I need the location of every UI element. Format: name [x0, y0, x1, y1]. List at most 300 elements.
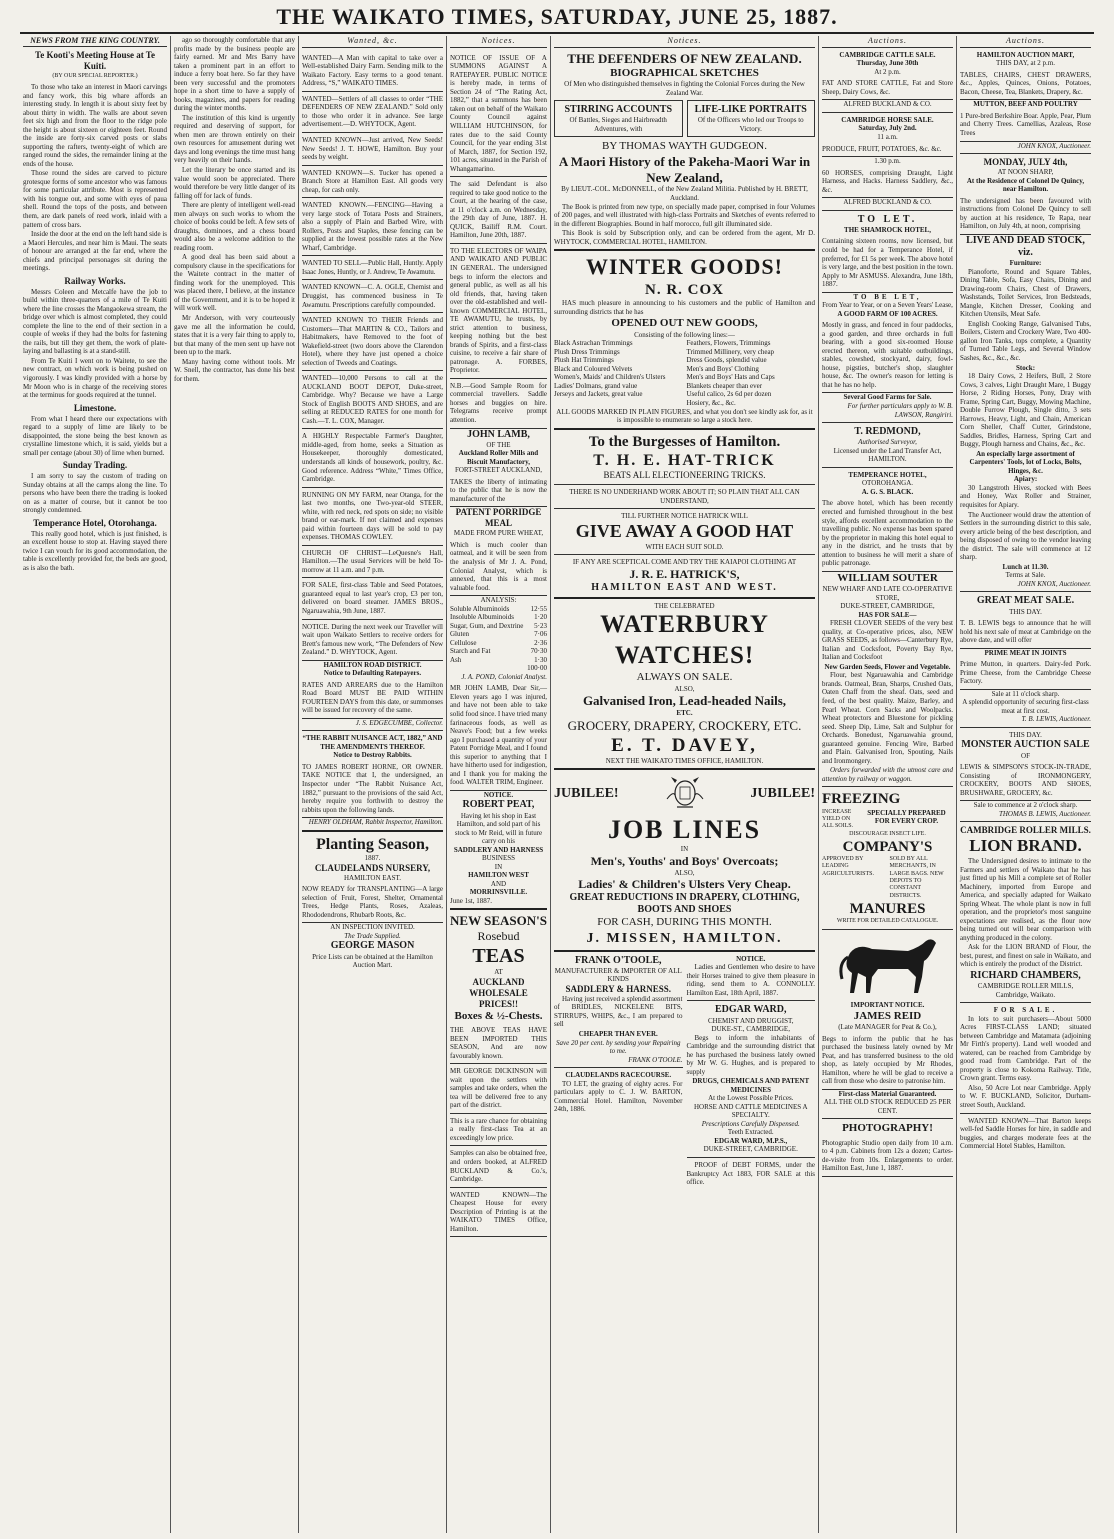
monday-date: MONDAY, JULY 4th,: [983, 157, 1068, 168]
patent-subtitle: MADE FROM PURE WHEAT,: [453, 529, 544, 538]
analysis-label: Gluten: [450, 630, 470, 639]
rabbit-notice-body: TO JAMES ROBERT HORNE, OR OWNER. TAKE NOTICE that I, the undersigned, an Inspector under “The Rabbit Nuisance Act, 1882,” pursuant to the provisions of the said Act, hereby require you forthwith to destroy the rabbits upon the following lands.: [302, 760, 443, 818]
analysis-label: Sugar, Gum, and Dextrine: [450, 621, 524, 630]
otoole-signature: FRANK O'TOOLE.: [628, 1055, 683, 1064]
cox-item: Women's, Maids' and Children's Ulsters: [554, 373, 666, 382]
knox-signature: JOHN KNOX, Auctioneer.: [1017, 141, 1091, 150]
knox-signature-2: JOHN KNOX, Auctioneer.: [1017, 579, 1091, 588]
overcoats-line: Men's, Youths' and Boys' Overcoats;: [590, 854, 779, 869]
notice-signature: J. S. EDGECUMBE, Collector.: [355, 718, 443, 727]
wanted-ad: WANTED—Settlers of all classes to order “THE DEFENDERS OF NEW ZEALAND.” Sold only to those who order it in advance. See large advertisement.—D. WHYTOCK, Agent.: [302, 92, 443, 133]
rabbit-notice-signature: HENRY OLDHAM, Rabbit Inspector, Hamilton.: [308, 818, 443, 827]
notice-connolly-body: Ladies and Gentlemen who desire to have their Horses trained to give them pleasure in riding, send them to A. CONNOLLY. Hamilton East, 18th April, 1887.: [686, 963, 815, 997]
masthead-rule: [20, 32, 1094, 34]
notice-connolly-title: NOTICE.: [736, 954, 766, 963]
planting-year: 1887.: [364, 854, 381, 863]
wanted-ad: WANTED—A Man with capital to take over a Well-established Dairy Farm. Sending milk to the Waikato Factory. Easy terms to a good tenant. Address, “S,” WAIKATO TIMES.: [302, 51, 443, 92]
author-line: BY THOMAS WAYTH GUDGEON.: [601, 140, 767, 153]
wanted-ad: WANTED—10,000 Persons to call at the AUCKLAND BOOT DEPOT, Duke-street, Cambridge. Why? Because we have a Large Stock of English BOOTS AND SHOES, and are selling at REDUCED RATES for one month for Cash.—T. L. COX, Manager.: [302, 371, 443, 429]
analysis-value: 7·06: [534, 630, 547, 639]
analysis-label: Soluble Albuminoids: [450, 604, 510, 613]
ward-prescriptions: Prescriptions Carefully Dispensed.: [701, 1119, 800, 1128]
cox-item: Blankets cheaper than ever: [686, 381, 763, 390]
column-auctions-left: [818, 36, 956, 1533]
peat-place-morrinsville: MORRINSVILLE.: [469, 888, 528, 897]
article-paragraph: ago so thoroughly comfortable that any profits made by the business people are fairly earned. Mr and Mrs Barry have taken a prominent part in an effort to induce a ferry boat here. So far they have been very successful and the promoters hope in a short time to have a supply of books, magazines, and papers for reading during the winter months.: [174, 36, 295, 113]
wanted-ads-list: [302, 51, 443, 661]
horse-sale-time: 11 a.m.: [877, 133, 898, 141]
patent-body: Which is much cooler than oatmeal, and it will be seen from the analysis of Mr J. A. Pond, Colonial Analyst, which is annexed, that this is a most valuable food.: [450, 538, 547, 596]
wanted-ad: WANTED KNOWN TO THEIR Friends and Customers—That MARTIN & CO., Tailors and Habitmakers, have Removed to the foot of Wakefield-street (two doors above the Clarendon Hotel), where they have just opened a choice selection of Tweeds and Coatings.: [302, 313, 443, 371]
discourage-insect: DISCOURAGE INSECT LIFE.: [849, 830, 926, 837]
hattrick-sceptical: IF ANY ARE SCEPTICAL COME AND TRY THE KAIAPOI CLOTHING AT: [572, 558, 797, 567]
cox-item: Plush Dress Trimmings: [554, 347, 620, 356]
several-farms: Several Good Farms for Sale.: [843, 393, 932, 402]
debt-forms: PROOF of DEBT FORMS, under the Bankruptcy Act 1883, FOR SALE at this office.: [686, 1161, 815, 1187]
otoole-cheaper: CHEAPER THAN EVER.: [578, 1030, 658, 1038]
teas-at: AT: [494, 968, 503, 977]
lamb-of: OF THE: [486, 440, 511, 449]
live-dead-stock: LIVE AND DEAD STOCK, viz.: [966, 234, 1085, 258]
stirring-accounts-sub: Of Battles, Sieges and Hairbreadth Adventures, with: [569, 116, 667, 133]
important-notice: IMPORTANT NOTICE.: [850, 1001, 925, 1010]
this-day: THIS DAY.: [1009, 730, 1042, 739]
wanted-ad: WANTED TO SELL—Public Hall, Huntly. Apply Isaac Jones, Huntly, or J. Andrew, Te Awamutu.: [302, 256, 443, 280]
missen-name: J. MISSEN, HAMILTON.: [586, 930, 783, 946]
article-paragraph: The institution of this kind is urgently required and deserving of support, for when men are thrown entirely on their own resources for amusement during wet days and long evenings the time must hang very heavily on their hands.: [174, 113, 295, 165]
cox-list-right: [687, 339, 816, 407]
notice-ad: NOTICE OF ISSUE OF A SUMMONS AGAINST A RATEPAYER. PUBLIC NOTICE is hereby made, in terms of Section 24 of “The Rating Act, 1882,” that a summons has been taken out on behalf of the Waikato County Council against WILLIAM HUTCHINSON, for rates due to the said County Council, for the year ending 31st of March, 1887, for Section 192, 101 acres, situated in the Parish of Whangamarino.: [450, 51, 547, 177]
lamb-business: Auckland Roller Mills and Biscuit Manufactory,: [458, 449, 539, 466]
hattrick-beats: BEATS ALL ELECTIONEERING TRICKS.: [603, 470, 766, 481]
cattle-sale-time: At 2 p.m.: [874, 67, 901, 76]
horse-sale-time-2: 1.30 p.m.: [874, 157, 901, 166]
chambers-subtitle: CAMBRIDGE ROLLER MILLS,: [977, 982, 1074, 991]
analysis-value: 2·36: [534, 638, 547, 647]
freezing-sub: SPECIALLY PREPARED FOR EVERY CROP.: [867, 808, 946, 826]
analysis-table: [450, 605, 547, 665]
analysis-total: 100·00: [527, 664, 547, 673]
wanted-ad: WANTED KNOWN—Just arrived, New Seeds! New Seeds! J. T. HOWE, Hamilton. Buy your seeds by weight.: [302, 133, 443, 166]
cox-name: N. R. COX: [645, 282, 724, 298]
residence-title: At the Residence of Colonel De Quincy, near Hamilton.: [966, 176, 1085, 194]
crest-emblem-icon: [663, 773, 707, 814]
peat-trade: SADDLERY AND HARNESS: [453, 845, 544, 854]
racecourse-title: CLAUDELANDS RACECOURSE.: [565, 1071, 672, 1080]
article-paragraph: From Te Kuiti I went on to Waitete, to see the new contract, on which work is being pushed on vigorously. I was kindly provided with a horse by Mr Moon who is in charge of the receiving stores at the terminus for goods required at the tunnel.: [23, 356, 167, 400]
cox-body: HAS much pleasure in announcing to his customers and the public of Hamilton and surrounding districts that he has: [554, 299, 815, 316]
always-on-sale: ALWAYS ON SALE.: [636, 671, 733, 684]
patent-title: PATENT PORRIDGE MEAL: [455, 507, 542, 529]
otoole-saddlery: SADDLERY & HARNESS.: [565, 983, 672, 994]
article-paragraph: Mr Anderson, with very courteously gave me all the information he could, states that it is a very fair thing to apply to, but that many of the men sent up have not been up to the mark.: [174, 314, 295, 357]
mutton-body: 1 Pure-bred Berkshire Boar. Apple, Pear, Plum and Cherry Trees. Camellias, Azaleas, Rose Trees: [960, 109, 1091, 142]
monster-time: Sale to commence at 2 o'clock sharp.: [973, 801, 1078, 810]
article-paragraph: There are plenty of intelligent well-read men always on such works to whom the choice of books could be left. A few sets of draughts, dominoes, and a chess board would also be a welcome addition to the reading room.: [174, 201, 295, 252]
chambers-place: Cambridge, Waikato.: [995, 990, 1056, 999]
wanted-ad: RUNNING ON MY FARM, near Otanga, for the last two months, one Two-year-old STEER, white, with red neck, red spots on side; no visible brand or ear-mark. If not claimed and expenses paid within fourteen days will be sold to pay expenses. THOMAS COWLEY.: [302, 488, 443, 546]
article-paragraph: This really good hotel, which is just finished, is an excellent house to stop at. Having stayed there twice I can vouch for its good accommodation, the table is excellently provided for, the beds are good, as is also the bath.: [23, 529, 167, 572]
peat-place-west: HAMILTON WEST: [468, 871, 529, 880]
horse-sale-produce: PRODUCE, FRUIT, POTATOES, &c. &c.: [822, 142, 953, 158]
noon-sharp: AT NOON SHARP,: [997, 168, 1054, 177]
mart-date: THIS DAY, at 2 p.m.: [996, 59, 1055, 68]
teas-name: TEAS: [472, 944, 525, 967]
job-in: IN: [680, 845, 689, 854]
redmond-body: Licensed under the Land Transfer Act, HAMILTON.: [833, 446, 942, 464]
notice-ad: N.B.—Good Sample Room for commercial travellers. Saddle horses and buggies on hire. Telegrams receive prompt attention.: [450, 379, 547, 429]
cooking-range: English Cooking Range, Galvanised Tubs, Boilers, Cistern and Crockery Ware, Two 400-gallon Iron Tanks, tops complete, a Quantity of Turned Table Legs, and Several Window Sashes, &c., &c., &c.: [960, 319, 1091, 362]
nursery-body: NOW READY for TRANSPLANTING—A large selection of Fruit, Forest, Shelter, Ornamental Trees, Hedge Plants, Roses, Azaleas, Rhododendrons, Rhubarb Roots, &c.: [302, 882, 443, 923]
monster-of: OF: [1021, 751, 1030, 760]
cox-footer: ALL GOODS MARKED IN PLAIN FIGURES, and what you don't see kindly ask for, as it is impossible to enumerate so large a stock here.: [556, 407, 813, 425]
mutton-title: MUTTON, BEEF AND POULTRY: [973, 100, 1078, 109]
analysis-row: [450, 630, 547, 639]
wanted-ad: CHURCH OF CHRIST—LeQuesne's Hall, Hamilton.—The usual Services will be held To-morrow at 11 a.m. and 7 p.m.: [302, 546, 443, 579]
section-heading: Limestone.: [73, 402, 117, 413]
reid-first-class: First-class Material Guaranteed.: [838, 1089, 937, 1098]
otoole-name: FRANK O'TOOLE,: [575, 954, 662, 966]
to-be-let-title: TO BE LET,: [853, 292, 922, 301]
meat-sale-day: THIS DAY.: [1009, 607, 1042, 616]
etc-line: ETC.: [676, 709, 693, 718]
nursery-place: HAMILTON EAST.: [343, 873, 402, 882]
ward-drugs: DRUGS, CHEMICALS AND PATENT MEDICINES: [692, 1077, 810, 1094]
peat-business: BUSINESS: [481, 854, 516, 863]
cox-item: Plush Hat Trimmings: [554, 356, 614, 365]
redmond-name: T. REDMOND,: [854, 426, 921, 438]
column-header: Notices.: [450, 36, 547, 48]
column-header: Auctions.: [822, 36, 953, 48]
grocery-line: GROCERY, DRAPERY, CROCKERY, ETC.: [567, 717, 802, 733]
ward-subtitle: CHEMIST AND DRUGGIST,: [708, 1016, 794, 1025]
lunch-line: Lunch at 11.30.: [1002, 562, 1049, 571]
notice-ads-list: [450, 51, 547, 429]
cox-item: Feathers, Flowers, Trimmings: [686, 339, 771, 348]
article-paragraph: Many having come without tools. Mr W. Snell, the contractor, has done his best for them.: [174, 357, 295, 383]
davey-name: E. T. DAVEY,: [611, 734, 758, 756]
meat-sale-title: GREAT MEAT SALE.: [976, 595, 1075, 607]
analysis-value: 1·20: [534, 613, 547, 622]
monster-sale-title: MONSTER AUCTION SALE: [961, 739, 1090, 751]
reid-body: Begs to inform the public that he has purchased the business lately owned by Mr Peat, and has transferred business to the old shop, as lately occupied by Mr Rhodes, Hamilton, where he will be glad to receive a call from those who desire to patronise him.: [822, 1032, 953, 1090]
cattle-sale-title: CAMBRIDGE CATTLE SALE.: [839, 50, 936, 59]
farm-body: Mostly in grass, and fenced in four paddocks, a good garden, and three orchards in full bearing, with a good six-roomed House erected thereon, with suitable outbuildings, stables, cowshed, stockyard, dairy, fowl-house, pigsties, butcher's shop, slaughter house, &c. The owner's reason for letting is that he has no help.: [822, 318, 953, 393]
chambers-name: RICHARD CHAMBERS,: [970, 969, 1081, 981]
wanted-ad: WANTED KNOWN.—FENCING—Having a very large stock of Totara Posts and Strainers, also a supply of Plain and Barbed Wire, with Rollers, Posts and Staples, these fencing can be supplied at the lowest possible rates at the New Wharf, Cambridge.: [302, 198, 443, 256]
souter-body-3: Orders forwarded with the utmost care and attention by railway or waggon.: [822, 766, 953, 783]
analysis-label: Insoluble Albuminoids: [450, 613, 514, 622]
analysis-value: 1·30: [534, 655, 547, 664]
ward-name: EDGAR WARD,: [715, 1004, 787, 1016]
wanted-ad: NOTICE. During the next week our Traveller will wait upon Waikato Settlers to receive orders for Brett's famous new work, “The Defenders of New Zealand.” D. WHYTOCK, Agent.: [302, 620, 443, 661]
ward-address: DUKE-ST., CAMBRIDGE,: [711, 1025, 790, 1034]
cox-item: Jerseys and Jackets, great value: [554, 390, 643, 399]
souter-for-sale: HAS FOR SALE—: [858, 610, 917, 619]
cox-goods-lists: [554, 339, 815, 407]
stirring-accounts-box: [554, 100, 683, 137]
waterbury-watches: WATERBURY WATCHES!: [600, 611, 769, 669]
column-news-continued: [170, 36, 298, 1533]
teas-title: NEW SEASON'S: [450, 913, 547, 929]
company-title: COMPANY'S: [842, 838, 933, 855]
lion-body: The Undersigned desires to intimate to the Farmers and settlers of Waikato that he has just fitted up his Mill a complete set of Roller Machinery, imported from Europe and America, and specially adapted for Waikato Spring Wheat. The whole plant is now in full operation, and the proprietor's most sanguine expectations are realised, as the flour now being turned out will bear comparison with anything produced in the colony.: [960, 857, 1091, 942]
cox-item: Trimmed Millinery, very cheap: [686, 347, 775, 356]
column-header: Auctions.: [960, 36, 1091, 48]
cattle-sale-signature: ALFRED BUCKLAND & CO.: [843, 100, 932, 109]
hattrick-no-underhand: THERE IS NO UNDERHAND WORK ABOUT IT; SO PLAIN THAT ALL CAN UNDERSTAND,: [569, 488, 800, 505]
prime-meat: PRIME MEAT IN JOINTS: [984, 648, 1067, 657]
ward-teeth: Teeth Extracted.: [727, 1128, 774, 1137]
article-paragraph: Messrs Coleen and Metcalfe have the job to build within three-quarters of a mile of Te Kuiti where the line crosses the Mangaokewa stream, the bridge over which is almost completed, they could complete the line to the end of their section in a couple of weeks if they had the bolts for fastening the rails, but till they get them, the work of plate-laying and ballasting is at a stand-still.: [23, 287, 167, 356]
lion-brand: LION BRAND.: [969, 836, 1082, 856]
reid-subtitle: (Late MANAGER for Peat & Co.),: [838, 1023, 937, 1032]
horse-sale-date: Saturday, July 2nd.: [858, 124, 917, 133]
temperance-place: OTOROHANGA.: [861, 479, 913, 488]
winter-goods-title: WINTER GOODS!: [586, 254, 783, 280]
cox-item: Men's and Boys' Hats and Caps: [686, 373, 775, 382]
horse-sale-title: CAMBRIDGE HORSE SALE.: [841, 115, 934, 124]
cattle-sale-date: Thursday, June 30th: [856, 59, 919, 68]
roller-mills-title: CAMBRIDGE ROLLER MILLS.: [960, 825, 1091, 836]
ward-lowest: At the Lowest Possible Prices.: [708, 1094, 794, 1103]
monster-signature: THOMAS B. LEWIS, Auctioneer.: [998, 809, 1091, 818]
souter-garden: New Garden Seeds, Flower and Vegetable.: [824, 662, 951, 671]
stock-heading: Stock:: [1015, 363, 1036, 372]
hattrick-till: TILL FURTHER NOTICE HATRICK WILL: [621, 512, 748, 521]
planting-title: Planting Season,: [316, 835, 429, 853]
nursery-trade: The Trade Supplied.: [344, 931, 401, 940]
teas-dickinson: MR GEORGE DICKINSON will wait upon the settlers with samples and take orders, when the tea will be delivered free to any part of the district.: [450, 1064, 547, 1114]
for-sale-title: FOR SALE.: [993, 1006, 1058, 1015]
testimonial: MR JOHN LAMB, Dear Sir,—Eleven years ago I was injured, and have not been able to take solid food since. I have tried many farinaceous foods, as well as Neave's Food; but a few weeks ago I purchased a quantity of your Patent Porridge Meal, and I found this superior to anything that I have hitherto used for indigestion, and I thank you for making the food. WALTER TRIM, Engineer.: [450, 681, 547, 790]
teas-samples: Samples can also be obtained free, and orders booked, at ALFRED BUCKLAND & Co.'s, Cambridge.: [450, 1146, 547, 1187]
furniture-body: Pianoforte, Round and Square Tables, Dining Table, Sofa, Easy Chairs, Dining and Drawing-room Chairs, Chest of Drawers, Washstands, Toilet Services, Iron Bedsteads, Mangle, Kitchen Dresser, Cooking and Kitchen Utensils, Meat Safe.: [960, 267, 1091, 319]
analysis-row: [450, 647, 547, 656]
lamb-name: JOHN LAMB,: [467, 428, 530, 440]
peat-in: IN: [494, 862, 503, 871]
peat-body: Having let his shop in East Hamilton, and sold part of his stock to Mr Reid, will in future carry on his: [454, 811, 543, 846]
analysis-title: ANALYSIS:: [480, 596, 517, 605]
lamb-body: TAKES the liberty of intimating to the public that he is now the manufacturer of the: [450, 475, 547, 508]
jubilee-left: JUBILEE!: [554, 785, 619, 801]
reid-stock-reduced: ALL THE OLD STOCK REDUCED 25 PER CENT.: [823, 1098, 952, 1115]
column-auctions-right: [956, 36, 1094, 1533]
analysis-label: Cellulose: [450, 638, 477, 647]
analysis-signature: J. A. POND, Colonial Analyst.: [461, 672, 547, 681]
souter-body-2: Flour, best Ngaruawahia and Cambridge brands. Oatmeal, Bran, Sharps, Crushed Oats, Oaten Chaff from the sheaf. Oats, seed and feed, of the best quality. Maize, Barley, and Pearl Wheat. Corn Sacks and Woolpacks. Wheat protectors and Bluestone for pickling seed. Sheep Dip, Lime, Salt and Sulphur for Orchards. Bonedust, Ngaruawahia ground, guaranteed genuine. Fencing Wire, Barbed and Plain. Galvanised Iron, Spouting, Nails and Ironmongery.: [822, 671, 953, 765]
manures-title: MANURES: [849, 901, 926, 918]
horse-sale-signature: ALFRED BUCKLAND & CO.: [843, 198, 932, 207]
temperance-body: The above hotel, which has been recently erected and furnished throughout in the best style, affords excellent accommodation to the travelling public. No expense has been spared by the proprietor in making this hotel equal to any in the district, and he trusts that by attention to business he will merit a share of public patronage.: [822, 496, 953, 571]
ward-body: Begs to inform the inhabitants of Cambridge and the surrounding district that he has purchased the business lately owned by Mr W. G. Hughes, and is prepared to supply: [686, 1033, 815, 1076]
maori-history-body: The Book is printed from new type, on specially made paper, comprised in four Volumes of 200 pages, and well illustrated with high-class Portraits and Sketches of events referred to in the different Biographies. Bound in half morocco, full gilt illuminated side.: [554, 202, 815, 228]
life-like-portraits-box: [687, 100, 816, 137]
otoole-subtitle: MANUFACTURER & IMPORTER OF ALL KINDS: [554, 966, 682, 984]
reid-name: JAMES REID: [853, 1009, 922, 1022]
burgesses-title: To the Burgesses of Hamilton.: [588, 433, 781, 450]
analysis-value: 5·23: [534, 621, 547, 630]
life-like-portraits: LIFE-LIKE PORTRAITS: [694, 104, 807, 116]
column-wanted: [298, 36, 446, 1533]
cox-item: Black Astrachan Trimmings: [554, 339, 633, 348]
prime-meat-opportunity: A splendid opportunity of securing first-class meat at first cost.: [962, 698, 1089, 715]
biographical-sketches: BIOGRAPHICAL SKETCHES: [610, 66, 759, 79]
hattrick-name: J. R. E. HATRICK'S,: [629, 567, 740, 581]
temperance-owner: A. G. S. BLACK.: [861, 487, 914, 496]
prime-meat-time: Sale at 11 o'clock sharp.: [991, 689, 1060, 698]
draught-horse-figure-icon: [822, 933, 953, 1002]
section-heading: Railway Works.: [64, 275, 126, 286]
otoole-save: Save 20 per cent. by sending your Repairing to me.: [556, 1038, 681, 1056]
cox-item: Hosiery, &c., &c.: [686, 399, 736, 408]
ulsters-line: Ladies' & Children's Ulsters Very Cheap.: [578, 877, 791, 892]
several-farms-signature: For further particulars apply to W. B. LAWSON, Rangiriri.: [847, 402, 953, 419]
ward-signature: EDGAR WARD, M.P.S.,: [714, 1136, 788, 1145]
jubilee-right: JUBILEE!: [750, 785, 815, 801]
shamrock-body: Containing sixteen rooms, now licensed, but could be had for a Temperance Hotel, if preferred, for £1 5s per week. The above hotel is very large, and the best position in the town. Apply to Mr ASMUSS. Alexandra, June 18th, 1887.: [822, 234, 953, 292]
horse-sale-horses: 60 HORSES, comprising Draught, Light Harness, and Hacks. Harness Saddlery, &c., &c.: [822, 166, 953, 199]
redmond-subtitle: Authorised Surveyor,: [858, 438, 917, 447]
farm-lease: From Year to Year, or on a Seven Years' Lease,: [822, 301, 953, 310]
stock-body: 18 Dairy Cows, 2 Heifers, Bull, 2 Store Cows, 3 calves, Light Draught Mare, 1 Buggy Horse, 2 Riding Horses, Pony, Dray with Frame, Spring Cart, Buggy, Mowing Machine, Double Furrow Plough, Single ditto, 3 sets Harrows, Heavy, Light, and Chain, American Corn Sheller, Chaff Cutter, Grindstone, Saddles, Bridles, Harness, Spring Cart and Buggy, Plough harness and Chains, &c., &c.: [960, 372, 1091, 449]
photography-body: Photographic Studio open daily from 10 a.m. to 4 p.m. Cabinets from 12s a dozen; Cartes-de-visite from 10s. Enlargements to order. Hamilton East, June 1, 1887.: [822, 1136, 953, 1177]
souter-name: WILLIAM SOUTER: [837, 571, 938, 584]
cox-item: Men's and Boys' Clothing: [686, 364, 759, 373]
souter-subtitle: NEW WHARF AND LATE CO-OPERATIVE STORE,: [822, 585, 953, 602]
jubilee-row: [554, 773, 815, 814]
column-notices-left: [446, 36, 550, 1533]
wanted-ad: WANTED KNOWN—S. Tucker has opened a Branch Store at Hamilton East. All goods very cheap, for cash only.: [302, 166, 443, 199]
ward-horse-cattle: HORSE AND CATTLE MEDICINES A SPECIALTY.: [693, 1102, 808, 1120]
defenders-sub: Of Men who distinguished themselves in fighting the Colonial Forces during the New Zealand War.: [564, 80, 805, 97]
section-heading: Sunday Trading.: [62, 460, 128, 471]
analysis-row: [450, 639, 547, 648]
masthead: THE WAIKATO TIMES, SATURDAY, JUNE 25, 1887.: [276, 4, 838, 29]
article-title: Te Kooti's Meeting House at Te Kuiti.: [35, 49, 155, 71]
nursery-title: CLAUDELANDS NURSERY,: [314, 862, 431, 873]
hattrick-place: HAMILTON EAST AND WEST.: [591, 581, 778, 593]
article-paragraph: I am sorry to say the custom of trading on Sunday obtains at all the camps along the line. To persons who have been there the trading is looked on as a matter of course, but it cannot be too strongly condemned.: [23, 472, 167, 515]
for-sale-body: In lots to suit purchasers—About 5000 Acres FIRST-CLASS LAND; situated between Cambridge and Matamata (adjoining Mr Firth's property). Land well wooded and watered, can be reached from Cambridge by good road from Cambridge. Part of the property is close to Kokoma Railway. Title, Crown grant. Terms easy.: [960, 1014, 1091, 1083]
prime-meat-body: Prime Mutton, in quarters. Dairy-fed Pork. Prime Cheese, from the Cambridge Cheese Factory.: [960, 657, 1091, 690]
cox-item: Ladies' Dolmans, grand value: [554, 381, 638, 390]
nursery-inspect: AN INSPECTION INVITED.: [330, 923, 415, 932]
freezing-title: FREEZING: [822, 791, 901, 808]
article-paragraph: To those who take an interest in Maori carvings and fancy work, this big whare affords an interesting study. In length it is about sixty feet by about thirty in width. The walls are about seven feet six high and from the floor to the ridge pole the height is about sixteen or eighteen feet. Round the inside are forty-six carved posts or slabs supporting the rafters, twenty-eight of which are ranged round the sides, the remainder lining at the ends of the house.: [23, 83, 167, 168]
apiary-heading: Apiary:: [1013, 475, 1038, 484]
great-reductions: GREAT REDUCTIONS IN DRAPERY, CLOTHING, BOOTS AND SHOES: [569, 891, 800, 915]
analysis-label: Starch and Fat: [450, 647, 491, 656]
rabbit-notice-title: “THE RABBIT NUISANCE ACT, 1882,” AND THE AMENDMENTS THEREOF.: [302, 734, 443, 751]
farm-title: A GOOD FARM OF 100 ACRES.: [837, 309, 938, 318]
celebrated-line: THE CELEBRATED: [654, 601, 715, 610]
hattrick-give-away: GIVE AWAY A GOOD HAT: [575, 520, 794, 541]
photography-title: PHOTOGRAPHY!: [842, 1122, 933, 1135]
peat-name: ROBERT PEAT,: [462, 799, 535, 811]
analysis-value: 12·55: [530, 604, 547, 613]
teas-subtitle: Rosebud: [477, 929, 520, 944]
teas-rare: This is a rare chance for obtaining a really first-class Tea at an exceedingly low price.: [450, 1114, 547, 1147]
printing-ad: WANTED KNOWN—The Cheapest House for every Description of Printing is at the WAIKATO TIMES Office, Hamilton.: [450, 1188, 547, 1238]
peat-notice: NOTICE.: [483, 790, 514, 799]
meat-sale-body: T. B. LEWIS begs to announce that he will hold his next sale of meat at Cambridge on the above date, and will offer: [960, 616, 1091, 649]
wanted-ad: A HIGHLY Respectable Farmer's Daughter, middle-aged, from home, seeks a Situation as Housekeeper, thoroughly domesticated, understands all kinds of housework, poultry, &c. Good reference. Address “White,” Times Office, Cambridge.: [302, 429, 443, 487]
rabbit-notice-subtitle: Notice to Destroy Rabbits.: [333, 751, 412, 760]
sold-by: SOLD BY ALL MERCHANTS, IN LARGE BAGS. NEW DEPOTS TO CONSTANT DISTRICTS.: [889, 856, 944, 899]
lewis-signature: T. B. LEWIS, Auctioneer.: [1021, 715, 1091, 724]
cox-list-left: [554, 339, 683, 407]
lamb-address: FORT-STREET AUCKLAND,: [454, 466, 543, 475]
shamrock-title: THE SHAMROCK HOTEL,: [844, 225, 931, 234]
analysis-row: [450, 605, 547, 614]
nursery-footer: Price Lists can be obtained at the Hamilton Auction Mart.: [312, 952, 433, 970]
maori-history-by: By LIEUT.-COL. McDONNELL, of the New Zealand Militia. Published by H. BRETT, Auckland.: [561, 185, 808, 202]
nursery-signature: GEORGE MASON: [330, 940, 415, 952]
column-news: [20, 36, 170, 1533]
cox-opened: OPENED OUT NEW GOODS,: [611, 317, 758, 330]
for-sale-also: Also, 50 Acre Lot near Cambridge. Apply to W. F. BUCKLAND, Solicitor, Durham-street South, Auckland.: [960, 1083, 1091, 1110]
for-cash: FOR CASH, DURING THIS MONTH.: [597, 916, 772, 929]
monster-body: LEWIS & SIMPSON'S STOCK-IN-TRADE, Consisting of IRONMONGERY, CROCKERY, BOOTS AND SHOES, BRUSHWARE, GROCERY, &c.: [960, 760, 1091, 801]
article-paragraph: From what I heard there our expectations with regard to a supply of lime are likely to be disappointed, the stone being the best known as crystalline limestone which, it is said, yields but a small per centage (about 30) of lime when burned.: [23, 414, 167, 457]
to-let-title: TO LET.: [857, 213, 918, 225]
approved-by: APPROVED BY LEADING AGRICULTURISTS.: [822, 856, 874, 877]
analysis-label: Ash: [450, 655, 462, 664]
section-heading: Temperance Hotel, Otorohanga.: [33, 517, 157, 528]
news-header: NEWS FROM THE KING COUNTRY.: [23, 36, 167, 47]
cattle-sale-body: FAT AND STORE CATTLE, Fat and Store Sheep, Dairy Cows, &c.: [822, 76, 953, 100]
cox-item: Dress Goods, splendid value: [686, 356, 767, 365]
cox-item: Useful calico, 2s 6d per dozen: [686, 390, 772, 399]
stirring-accounts: STIRRING ACCOUNTS: [564, 104, 673, 116]
peat-date: June 1st, 1887.: [450, 896, 492, 905]
maori-history-footer: This Book is sold by Subscription only, and can be ordered from the agent, Mr D. WHYTOCK, COMMERCIAL HOTEL, HAMILTON.: [554, 229, 815, 246]
notice-ad: The said Defendant is also required to take good notice to the Court, at the hearing of the case, at 11 o'clock a.m. on Wednesday, the 29th day of June, 1887. H. QUICK, Bailiff R.M. Court. Hamilton, June 20th, 1887.: [450, 177, 547, 244]
souter-address: DUKE-STREET, CAMBRIDGE,: [840, 602, 935, 611]
analysis-row: [450, 622, 547, 631]
tools-assortment: An especially large assortment of Carpenters' Tools, lot of Locks, Bolts, Hinges, &c.: [969, 449, 1082, 475]
racecourse-body: TO LET, the grazing of eighty acres. For particulars apply to C. J. W. BARTON, Commercial Hotel. Hamilton, November 24th, 1886.: [554, 1079, 683, 1114]
davey-address: NEXT THE WAIKATO TIMES OFFICE, HAMILTON.: [605, 756, 764, 765]
also-line-2: ALSO,: [674, 868, 695, 877]
freezing-side: INCREASE YIELD ON ALL SOILS.: [822, 808, 854, 830]
terms-line: Terms at Sale.: [1005, 571, 1046, 580]
peat-and: AND: [490, 879, 507, 888]
column-header: Notices.: [554, 36, 815, 48]
teas-prices: AUCKLAND WHOLESALE PRICES!!: [469, 976, 528, 1009]
analysis-row: [450, 656, 547, 665]
notice-subtitle: Notice to Defaulting Ratepayers.: [323, 669, 422, 678]
article-byline: (BY OUR SPECIAL REPORTER.): [52, 72, 138, 79]
teas-boxes: Boxes & ½-Chests.: [454, 1009, 543, 1022]
cox-consisting: Consisting of the following lines:—: [634, 330, 735, 339]
article-paragraph: Those round the sides are carved to picture grotesque forms of some ancestor who was famous for some particular attribute. Most is represented with his tongue out, and some with eyes of paua shell. Round the tops of the posts, and between them, are dark panels of reed work, inlaid with a pattern of cross bars.: [23, 169, 167, 229]
teas-body: THE ABOVE TEAS HAVE BEEN IMPORTED THIS SEASON, And are now favourably known.: [450, 1023, 547, 1064]
lion-ask: Ask for the LION BRAND of Flour, the best, purest, and finest on sale in Waikato, and which is entirely the product of the District.: [960, 943, 1091, 969]
maori-history-title: A Maori History of the Pakeha-Maori War in New Zealand,: [558, 153, 811, 185]
apiary-note: The Auctioneer would draw the attention of Settlers in the surrounding district to this sale, every article being of the best description, and being disposed of owing to the vendor leaving the district. The sale will commence at 12 sharp.: [960, 510, 1091, 562]
galvanised-iron: Galvanised Iron, Lead-headed Nails,: [582, 693, 787, 709]
also-line: ALSO,: [674, 684, 695, 693]
otoole-ad: [554, 955, 683, 1188]
souter-body: FRESH CLOVER SEEDS of the very best quality, at Co-operative prices, also, NEW GRASS SEEDS, as follows—Canterbury Rye, Italian and Cocksfoot, Poverty Bay Rye, Italian and Cocksfoot: [822, 619, 953, 662]
column-header: Wanted, &c.: [302, 36, 443, 48]
job-lines: JOB LINES: [607, 814, 762, 844]
defenders-title: THE DEFENDERS OF NEW ZEALAND.: [567, 50, 802, 66]
manures-catalogue: WRITE FOR DETAILED CATALOGUE.: [836, 918, 939, 925]
life-like-portraits-sub: Of the Officers who led our Troops to Victory.: [697, 116, 804, 133]
